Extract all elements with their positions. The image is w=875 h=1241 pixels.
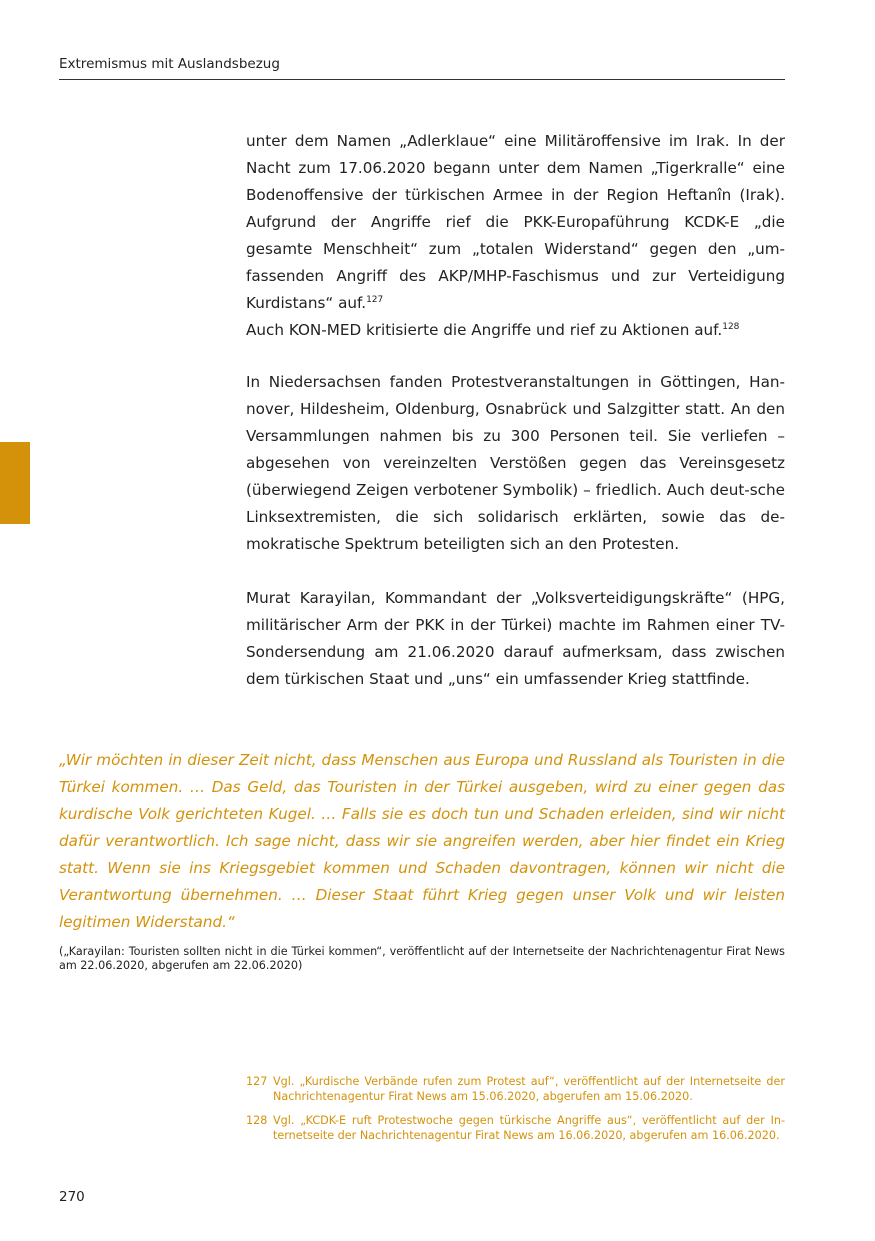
paragraph-4-text: Murat Karayilan, Kommandant der „Volksverteidigungskräfte“ (HPG, militärischer Arm der PKK in der Türkei) machte im Rahmen einer TV-Sondersendung am 21.06.2020 darauf aufmerksam, dass zwischen dem türkischen Staat und „uns“ ein umfassender Krieg stattfinde.	[246, 589, 785, 688]
footnote-ref-127[interactable]: 127	[366, 295, 384, 305]
page-number: 270	[59, 1189, 85, 1205]
footnote-127	[246, 1074, 785, 1104]
paragraph-3	[246, 369, 785, 558]
chapter-tab-marker	[0, 442, 30, 524]
paragraph-2-text: Auch KON-MED kritisierte die Angriffe und rief zu Aktionen auf.	[246, 321, 723, 339]
footnote-text: Vgl. „KCDK-E ruft Protestwoche gegen türkische Angriffe aus“, veröffentlicht auf der In-ternetseite der Nachrichtenagentur Firat News am 16.06.2020, abgerufen am 16.06.2020.	[273, 1114, 785, 1142]
paragraph-4	[246, 585, 785, 693]
footnote-ref-128[interactable]: 128	[722, 322, 740, 332]
paragraph-1	[246, 128, 785, 344]
paragraph-1-text: unter dem Namen „Adlerklaue“ eine Militäroffensive im Irak. In der Nacht zum 17.06.2020 begann unter dem Namen „Tigerkralle“ eine Bodenoffensive der türkischen Armee in der Region Heftanîn (Irak). Aufgrund der Angriffe rief die PKK-Europaführung KCDK-E „die gesamte Menschheit“ zum „totalen Widerstand“ gegen den „um-fassenden Angriff des AKP/MHP-Faschismus und zur Verteidigung Kurdistans“ auf.	[246, 132, 785, 312]
quote-source: („Karayilan: Touristen sollten nicht in die Türkei kommen“, veröffentlicht auf der Internetseite der Nachrichtenagentur Firat News am 22.06.2020, abgerufen am 22.06.2020)	[59, 945, 785, 972]
footnote-128	[246, 1113, 785, 1143]
header-divider	[59, 79, 785, 80]
footnote-number: 128	[246, 1114, 268, 1127]
running-header: Extremismus mit Auslandsbezug	[59, 56, 280, 72]
highlighted-quote: „Wir möchten in dieser Zeit nicht, dass Menschen aus Europa und Russland als Touristen in die Türkei kommen. … Das Geld, das Touristen in der Türkei ausgeben, wird zu einer gegen das kurdische Volk gerichteten Kugel. … Falls sie es doch tun und Schaden erleiden, sind wir nicht dafür verantwortlich. Ich sage nicht, dass wir sie angreifen werden, aber hier findet ein Krieg statt. Wenn sie ins Kriegsgebiet kommen und Schaden davontragen, können wir nicht die Verantwortung übernehmen. … Dieser Staat führt Krieg gegen unser Volk und wir leisten legitimen Widerstand.“	[59, 751, 785, 931]
paragraph-3-text: In Niedersachsen fanden Protestveranstaltungen in Göttingen, Han-nover, Hildesheim, Oldenburg, Osnabrück und Salzgitter statt. An den Versammlungen nahmen bis zu 300 Personen teil. Sie verliefen – abgesehen von vereinzelten Verstößen gegen das Vereinsgesetz (überwiegend Zeigen verbotener Symbolik) – friedlich. Auch deut-sche Linksextremisten, die sich solidarisch erklärten, sowie das de-mokratische Spektrum beteiligten sich an den Protesten.	[246, 373, 785, 553]
footnote-number: 127	[246, 1075, 268, 1088]
footnotes	[246, 1074, 785, 1152]
footnote-text: Vgl. „Kurdische Verbände rufen zum Protest auf“, veröffentlicht auf der Internetseite der Nachrichtenagentur Firat News am 15.06.2020, abgerufen am 15.06.2020.	[273, 1075, 785, 1103]
